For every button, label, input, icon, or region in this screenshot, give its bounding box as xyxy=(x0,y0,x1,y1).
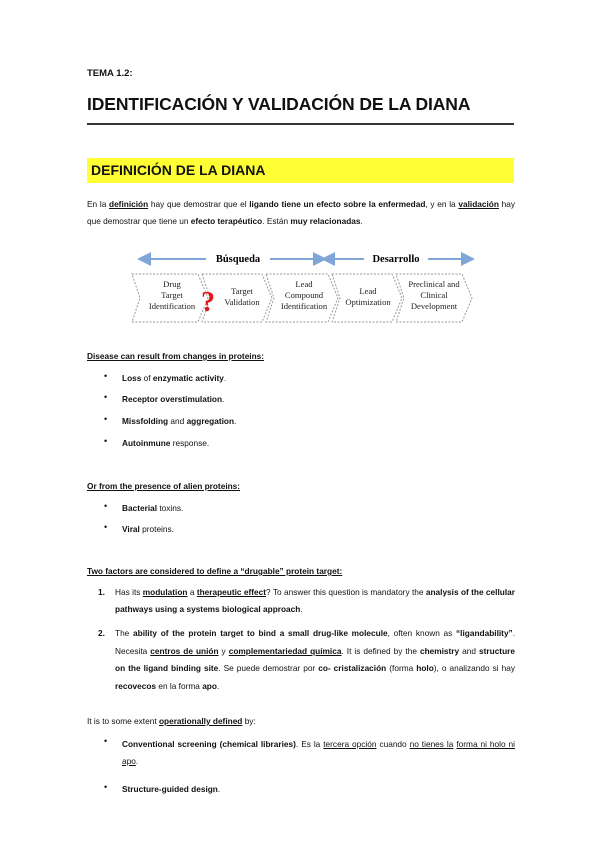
term-definicion: definición xyxy=(109,199,149,209)
step-2-line-2: Validation xyxy=(224,297,260,307)
bullet-icon: • xyxy=(104,371,108,381)
step-5-line-1: Preclinical and xyxy=(408,279,460,289)
factor-item-1: Has its modulation a therapeutic effect? To answer this question is mandatory the analysis of the cellular pathways using a systems biological approach. xyxy=(115,587,515,614)
list-number: 1. xyxy=(98,587,105,597)
list-item: Structure-guided design. xyxy=(122,784,221,794)
list-item: Viral proteins. xyxy=(122,524,174,534)
bullet-icon: • xyxy=(104,436,108,446)
step-1-line-3: Identification xyxy=(148,301,196,311)
bullet-icon: • xyxy=(104,736,108,746)
factors-heading: Two factors are considered to define a “drugable” protein target: xyxy=(87,566,343,576)
step-5-line-3: Development xyxy=(410,301,458,311)
list-item: Bacterial toxins. xyxy=(122,503,184,513)
step-3-line-2: Compound xyxy=(284,290,324,300)
step-5-line-2: Clinical xyxy=(420,290,448,300)
intro-paragraph: En la definición hay que demostrar que el ligando tiene un efecto sobre la enfermedad, y en la validación hay que demostrar que tiene un efecto terapéutico. Están muy relacionadas. xyxy=(87,199,516,226)
bullet-icon: • xyxy=(104,522,108,532)
list-item: Conventional screening (chemical libraries). Es la tercera opción cuando no tienes la forma ni holo ni apo. xyxy=(122,739,516,766)
disease-heading: Disease can result from changes in proteins: xyxy=(87,351,265,361)
step-1-line-2: Target xyxy=(161,290,183,300)
step-3-line-1: Lead xyxy=(295,279,313,289)
bullet-icon: • xyxy=(104,392,108,402)
operational-intro: It is to some extent operationally defined by: xyxy=(87,716,256,726)
page-title: IDENTIFICACIÓN Y VALIDACIÓN DE LA DIANA xyxy=(87,94,471,114)
question-mark-icon: ? xyxy=(201,287,215,318)
busqueda-label: Búsqueda xyxy=(215,254,261,265)
list-item: Loss of enzymatic activity. xyxy=(122,373,227,383)
bullet-icon: • xyxy=(104,501,108,511)
step-3-line-3: Identification xyxy=(280,301,328,311)
section-title: DEFINICIÓN DE LA DIANA xyxy=(91,162,266,178)
list-item: Autoinmune response. xyxy=(122,438,210,448)
drug-discovery-diagram xyxy=(120,250,480,335)
topic-label: TEMA 1.2: xyxy=(87,68,133,79)
list-item: Missfolding and aggregation. xyxy=(122,416,237,426)
term-validacion: validación xyxy=(458,199,499,209)
desarrollo-label: Desarrollo xyxy=(372,254,420,265)
list-number: 2. xyxy=(98,628,105,638)
alien-heading: Or from the presence of alien proteins: xyxy=(87,481,241,491)
step-4-line-1: Lead xyxy=(359,286,377,296)
bullet-icon: • xyxy=(104,414,108,424)
list-item: Receptor overstimulation. xyxy=(122,394,225,404)
step-1-line-1: Drug xyxy=(163,279,181,289)
factor-item-2: The ability of the protein target to bind a small drug-like molecule, often known as “ligandability”. Necesita centros de unión y complementariedad química. It is defined by the chemistry and structure on the ligand binding site. Se puede demostrar por co- cristalización (forma holo), o analizando si hay recovecos en la forma apo. xyxy=(115,628,516,691)
step-4-line-2: Optimization xyxy=(345,297,391,307)
title-divider xyxy=(87,123,514,125)
step-2-line-1: Target xyxy=(231,286,253,296)
bullet-icon: • xyxy=(104,782,108,792)
